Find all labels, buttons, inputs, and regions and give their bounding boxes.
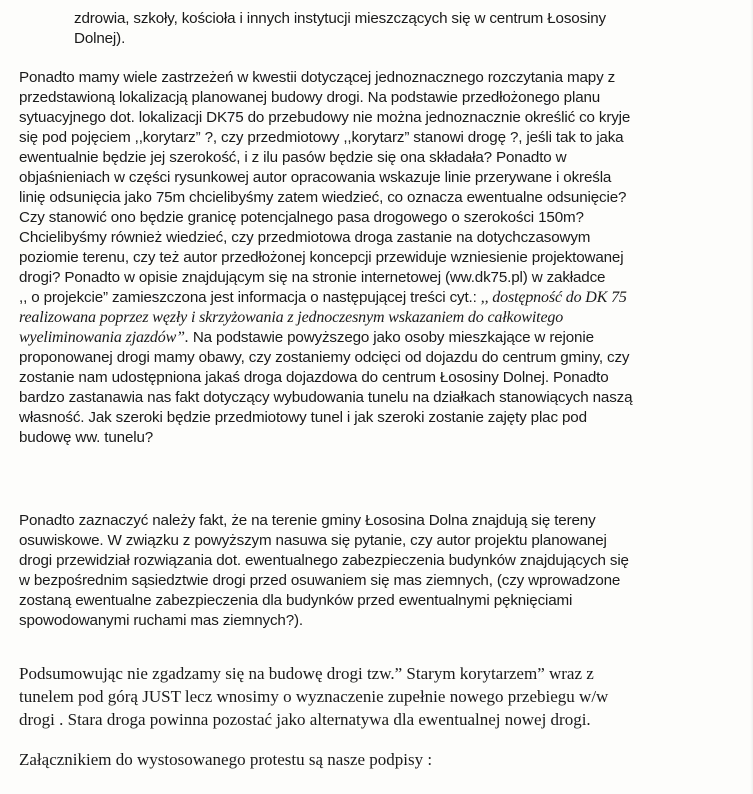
text-line: zostaną ewentualne zabezpieczenia dla budynków przed ewentualnymi pęknięciami <box>19 592 573 609</box>
text-line: własność. Jak szeroki będzie przedmiotowy tunel i jak szeroki zostanie zajęty plac pod <box>19 409 587 426</box>
text-line: przedstawioną lokalizacją planowanej budowy drogi. Na podstawie przedłożonego planu <box>19 89 601 106</box>
quoted-text-line: realizowana poprzez węzły i skrzyżowania z jednoczesnym wskazaniem do całkowitego <box>19 309 564 326</box>
text-line: Podsumowując nie zgadzamy się na budowę drogi tzw.” Starym korytarzem” wraz z <box>19 664 594 683</box>
text-line: Ponadto mamy wiele zastrzeżeń w kwestii dotyczącej jednoznacznego rozczytania mapy z <box>19 69 616 86</box>
paragraph-landslide-areas <box>19 511 629 631</box>
text-line-with-quote <box>19 288 632 308</box>
paragraph-continuation <box>74 9 606 49</box>
text-line: ewentualnie będzie jej szerokość, i z ilu pasów będzie się ona składała? Ponadto w <box>19 149 567 166</box>
text-line: budowę ww. tunelu? <box>19 429 154 446</box>
text-line: objaśnieniach w części rysunkowej autor opracowania wskazuje linie przerywane i określa <box>19 169 612 186</box>
text-line: drogi . Stara droga powinna pozostać jako alternatywa dla ewentualnej nowej drogi. <box>19 710 591 729</box>
text-line: Chcielibyśmy również wiedzieć, czy przedmiotowa droga zastanie na dotychczasowym <box>19 229 591 246</box>
text-segment: Na podstawie powyższego jako osoby mieszkające w rejonie <box>188 329 594 346</box>
text-line: zostanie nam udostępniona jakaś droga dojazdowa do centrum Łososiny Dolnej. Ponadto <box>19 369 609 386</box>
text-line: w bezpośrednim sąsiedztwie drogi przed osuwaniem się mas ziemnych, (czy wprowadzone <box>19 572 621 589</box>
text-line: zdrowia, szkoły, kościoła i innych instytucji mieszczących się w centrum Łososiny <box>74 10 606 27</box>
text-line: sytuacyjnego dot. lokalizacji DK75 do przebudowy nie można jednoznacznie określić co kryje <box>19 109 631 126</box>
text-line: spowodowanymi ruchami mas ziemnych?). <box>19 612 303 629</box>
text-line: się pod pojęciem ,,korytarz” ?, czy przedmiotowy ,,korytarz” stanowi drogę ?, jeśli tak to jaka <box>19 129 624 146</box>
text-line-with-quote <box>19 328 632 348</box>
paragraph-attachment <box>19 748 432 771</box>
paragraph-summary <box>19 662 608 731</box>
text-line: osuwiskowe. W związku z powyższym nasuwa się pytanie, czy autor projektu planowanej <box>19 532 607 549</box>
paragraph-map-concerns <box>19 68 632 448</box>
text-line: Czy stanowić ono będzie granicę potencjalnego pasa drogowego o szerokości 150m? <box>19 209 584 226</box>
text-segment: ,, o projekcie” zamieszczona jest informacja o następującej treści cyt.: <box>19 289 481 306</box>
quoted-text: ,, dostępność do DK 75 <box>480 289 627 306</box>
text-line: bardzo zastanawia nas fakt dotyczący wybudowania tunelu na działkach stanowiących naszą <box>19 389 633 406</box>
text-line: tunelem pod górą JUST lecz wnosimy o wyznaczenie zupełnie nowego przebiegu w/w <box>19 687 609 706</box>
text-line: drogi? Ponadto w opisie znajdującym się na stronie internetowej (ww.dk75.pl) w zakładce <box>19 269 606 286</box>
quoted-text: wyeliminowania zjazdów”. <box>19 329 189 346</box>
text-line: Ponadto zaznaczyć należy fakt, że na terenie gminy Łososina Dolna znajdują się tereny <box>19 512 596 529</box>
text-line: Załącznikiem do wystosowanego protestu są nasze podpisy : <box>19 750 433 769</box>
text-line: linię odsunięcia jako 75m chcielibyśmy zatem wiedzieć, co oznacza ewentualne odsunięcie? <box>19 189 627 206</box>
text-line: proponowanej drogi mamy obawy, czy zostaniemy odcięci od dojazdu do centrum gminy, czy <box>19 349 630 366</box>
text-line: Dolnej). <box>74 30 126 47</box>
text-line: drogi przewidział rozwiązania dot. ewentualnego zabezpieczenia budynków znajdujących się <box>19 552 629 569</box>
text-line: poziomie terenu, czy też autor przedłożonej koncepcji przewiduje wzniesienie projektowanej <box>19 249 624 266</box>
